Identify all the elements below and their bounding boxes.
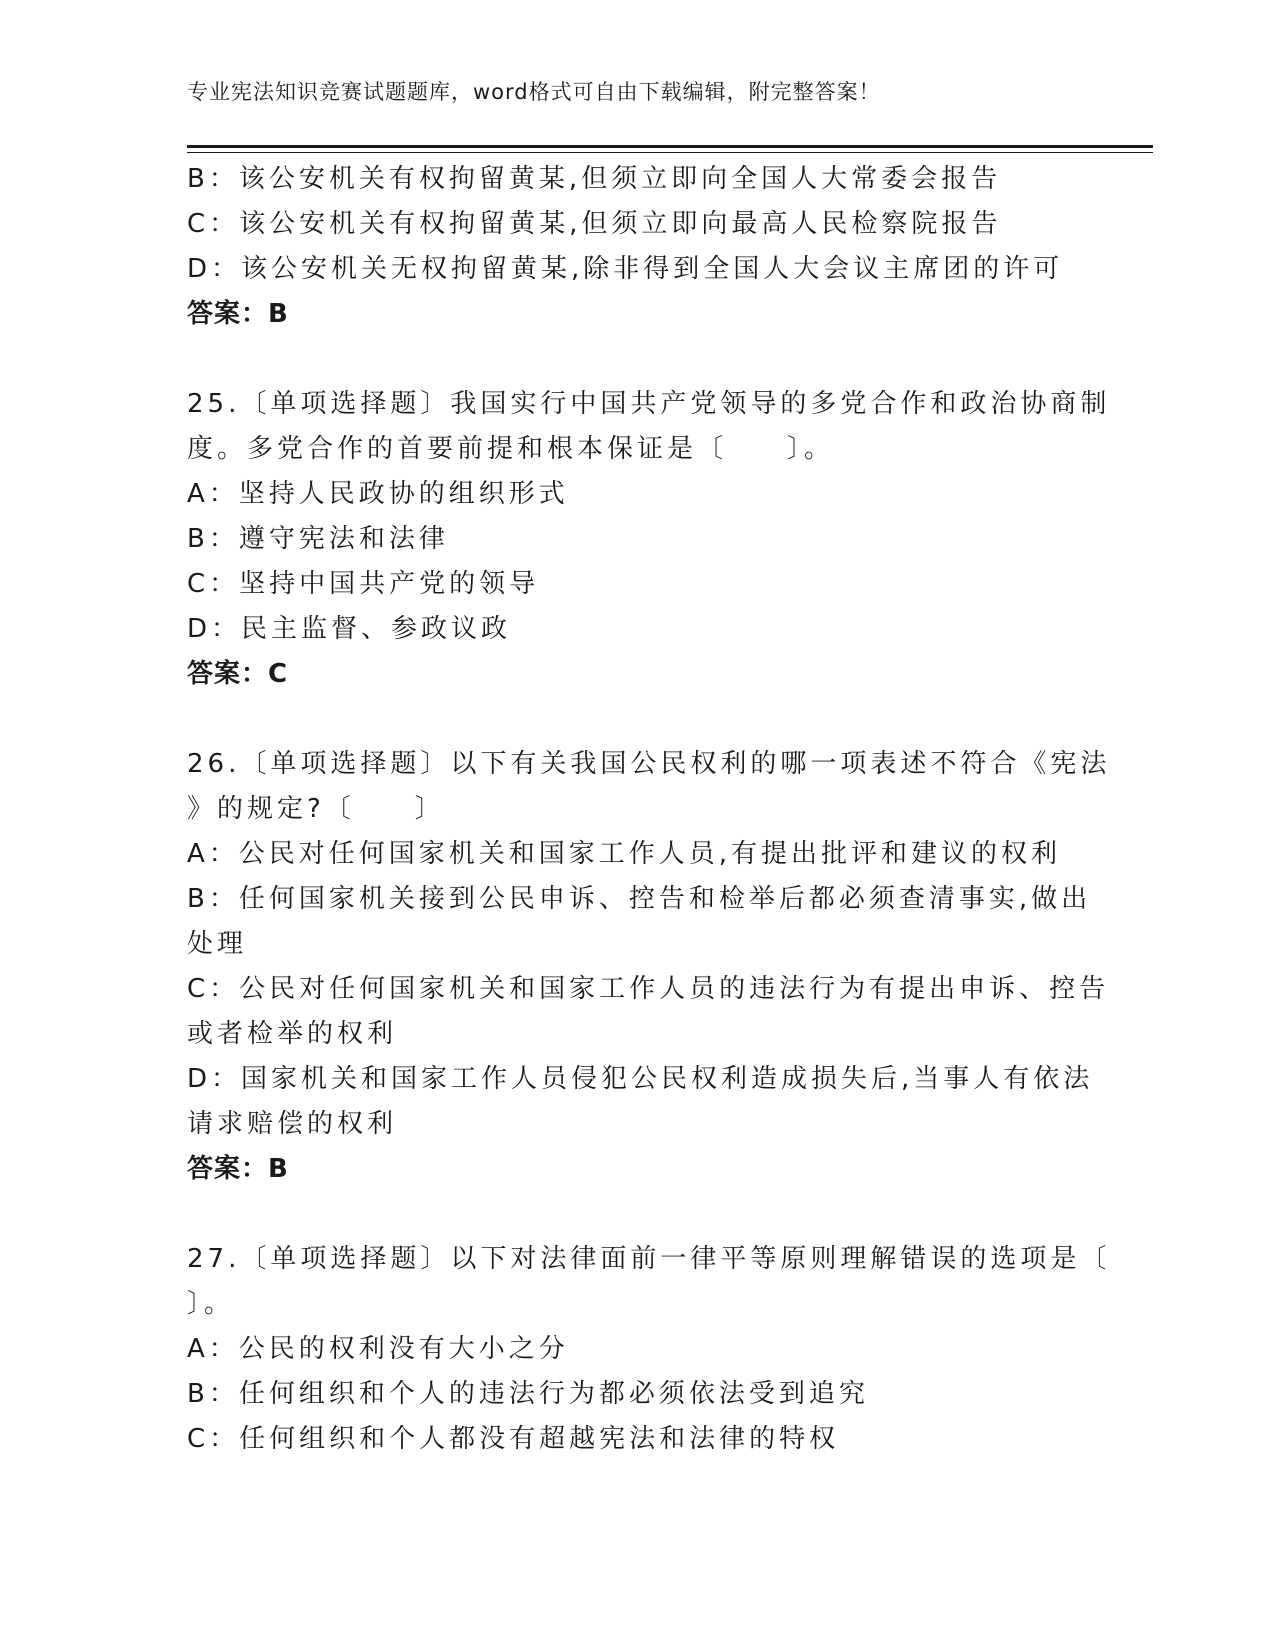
option-line: 或者检举的权利	[187, 1019, 398, 1049]
option-line: D：该公安机关无权拘留黄某,除非得到全国人大会议主席团的许可	[187, 254, 1064, 284]
document-header-title: 专业宪法知识竞赛试题题库，word格式可自由下载编辑，附完整答案！	[187, 80, 881, 104]
option-line: A：公民对任何国家机关和国家工作人员,有提出批评和建议的权利	[187, 839, 1062, 869]
answer-line: 答案：C	[187, 659, 289, 689]
question-stem-line: 25.〔单项选择题〕我国实行中国共产党领导的多党合作和政治协商制	[187, 389, 1111, 419]
question-27	[187, 1237, 1111, 1462]
spacer	[187, 1192, 1087, 1237]
question-stem-line: 度。多党合作的首要前提和根本保证是〔 〕。	[187, 434, 835, 464]
question-stem-line: 〕。	[187, 1289, 235, 1319]
option-line: 请求赔偿的权利	[187, 1109, 398, 1139]
header-rule-thin	[187, 152, 1153, 153]
question-stem-line: 26.〔单项选择题〕以下有关我国公民权利的哪一项表述不符合《宪法	[187, 749, 1111, 779]
question-24-continued	[187, 157, 1087, 337]
option-line: B：任何国家机关接到公民申诉、控告和检举后都必须查清事实,做出	[187, 884, 1092, 914]
option-line: B：任何组织和个人的违法行为都必须依法受到追究	[187, 1379, 869, 1409]
option-line: C：公民对任何国家机关和国家工作人员的违法行为有提出申诉、控告	[187, 974, 1110, 1004]
question-stem-line: 27.〔单项选择题〕以下对法律面前一律平等原则理解错误的选项是〔	[187, 1244, 1111, 1274]
option-line: B：该公安机关有权拘留黄某,但须立即向全国人大常委会报告	[187, 164, 1002, 194]
option-line: C：坚持中国共产党的领导	[187, 569, 540, 599]
spacer	[187, 697, 1087, 742]
option-line: D：民主监督、参政议政	[187, 614, 512, 644]
spacer	[187, 337, 1087, 382]
option-line: A：坚持人民政协的组织形式	[187, 479, 569, 509]
document-body	[187, 157, 1111, 1462]
question-stem-line: 》的规定?〔 〕	[187, 794, 445, 824]
option-line: C：该公安机关有权拘留黄某,但须立即向最高人民检察院报告	[187, 209, 1002, 239]
header-rule-thick	[187, 145, 1153, 148]
option-line: D：国家机关和国家工作人员侵犯公民权利造成损失后,当事人有依法	[187, 1064, 1094, 1094]
answer-line: 答案：B	[187, 1154, 289, 1184]
question-25	[187, 382, 1111, 697]
option-line: C：任何组织和个人都没有超越宪法和法律的特权	[187, 1424, 840, 1454]
answer-line: 答案：B	[187, 299, 289, 329]
question-26	[187, 742, 1111, 1192]
option-line: A：公民的权利没有大小之分	[187, 1334, 569, 1364]
option-line: B：遵守宪法和法律	[187, 524, 449, 554]
option-line: 处理	[187, 929, 248, 959]
